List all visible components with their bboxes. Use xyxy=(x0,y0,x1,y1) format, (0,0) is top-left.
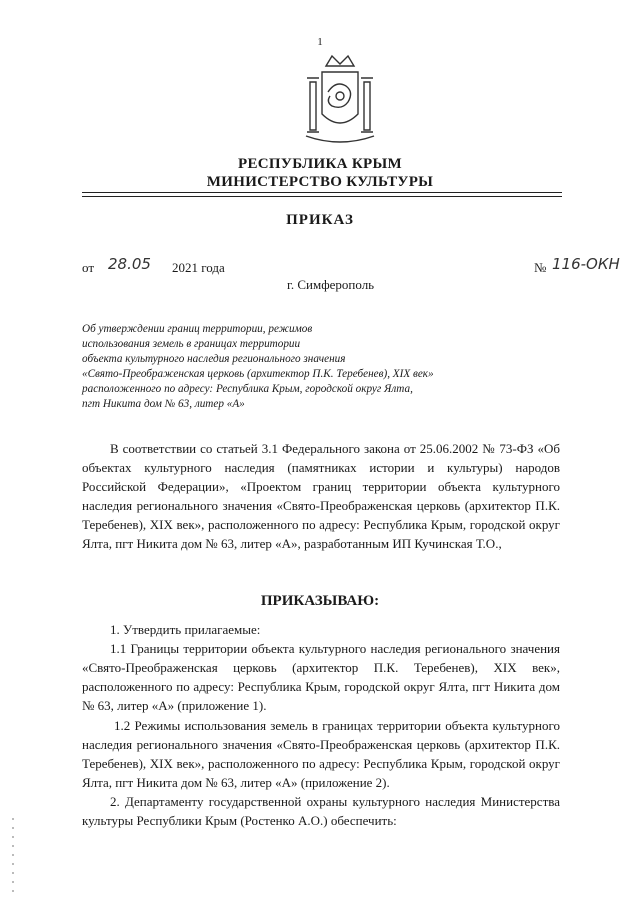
subject-line: расположенного по адресу: Республика Крым, городской округ Ялта, xyxy=(82,383,413,395)
republic-name: РЕСПУБЛИКА КРЫМ xyxy=(238,156,402,172)
date-year: 2021 года xyxy=(172,260,225,275)
subject-line: использования земель в границах территории xyxy=(82,338,301,350)
order-word: ПРИКАЗЫВАЮ: xyxy=(260,593,380,609)
subject-line: объекта культурного наследия регионального значения xyxy=(82,353,346,365)
order-number-label: № xyxy=(534,260,547,275)
coat-of-arms-of-crimea-icon xyxy=(298,52,382,144)
header-rule-thick xyxy=(82,192,562,193)
order-subject xyxy=(82,322,502,412)
page-number: 1 xyxy=(317,36,323,48)
order-number-handwritten: 116-ОКН xyxy=(552,255,620,273)
item-1-2: 1.2 Режимы использования земель в границах территории объекта культурного наследия регионального значения «Свято-Преображенская церковь (архитектор П.К. Теребенев), XIX век», расположенного по адресу: Республика Крым, городской округ Ялта, пгт Никита дом № 63, литер «А» (приложение 2). xyxy=(82,718,560,790)
header-rule-thin xyxy=(82,196,562,197)
subject-line: «Свято-Преображенская церковь (архитектор П.К. Теребенев), XIX век» xyxy=(82,368,434,380)
subject-line: пгт Никита дом № 63, литер «А» xyxy=(82,398,245,410)
item-1: 1. Утвердить прилагаемые: xyxy=(110,622,261,637)
ministry-name: МИНИСТЕРСТВО КУЛЬТУРЫ xyxy=(206,174,434,190)
date-prefix: от xyxy=(82,260,95,275)
item-1-1: 1.1 Границы территории объекта культурного наследия регионального значения «Свято-Преображенская церковь (архитектор П.К. Теребенев), XIX век», расположенного по адресу: Республика Крым, городской округ Ялта, пгт Никита дом № 63, литер «А» (приложение 1). xyxy=(82,641,560,713)
scan-margin-marks xyxy=(12,818,14,898)
preamble-paragraph: В соответствии со статьей 3.1 Федерального закона от 25.06.2002 № 73-ФЗ «Об объектах культурного наследия (памятниках истории и культуры) народов Российской Федерации», «Проектом границ территории объекта культурного наследия регионального значения «Свято-Преображенская церковь (архитектор П.К. Теребенев), XIX век», расположенного по адресу: Республика Крым, городской округ Ялта, пгт Никита дом № 63, литер «А», разработанным ИП Кучинская Т.О., xyxy=(82,441,560,551)
date-day-month-handwritten: 28.05 xyxy=(108,255,151,273)
document-type: ПРИКАЗ xyxy=(286,212,354,228)
item-2: 2. Департаменту государственной охраны культурного наследия Министерства культуры Республики Крым (Ростенко А.О.) обеспечить: xyxy=(82,794,560,828)
city: г. Симферополь xyxy=(287,277,375,292)
subject-line: Об утверждении границ территории, режимов xyxy=(82,323,313,335)
